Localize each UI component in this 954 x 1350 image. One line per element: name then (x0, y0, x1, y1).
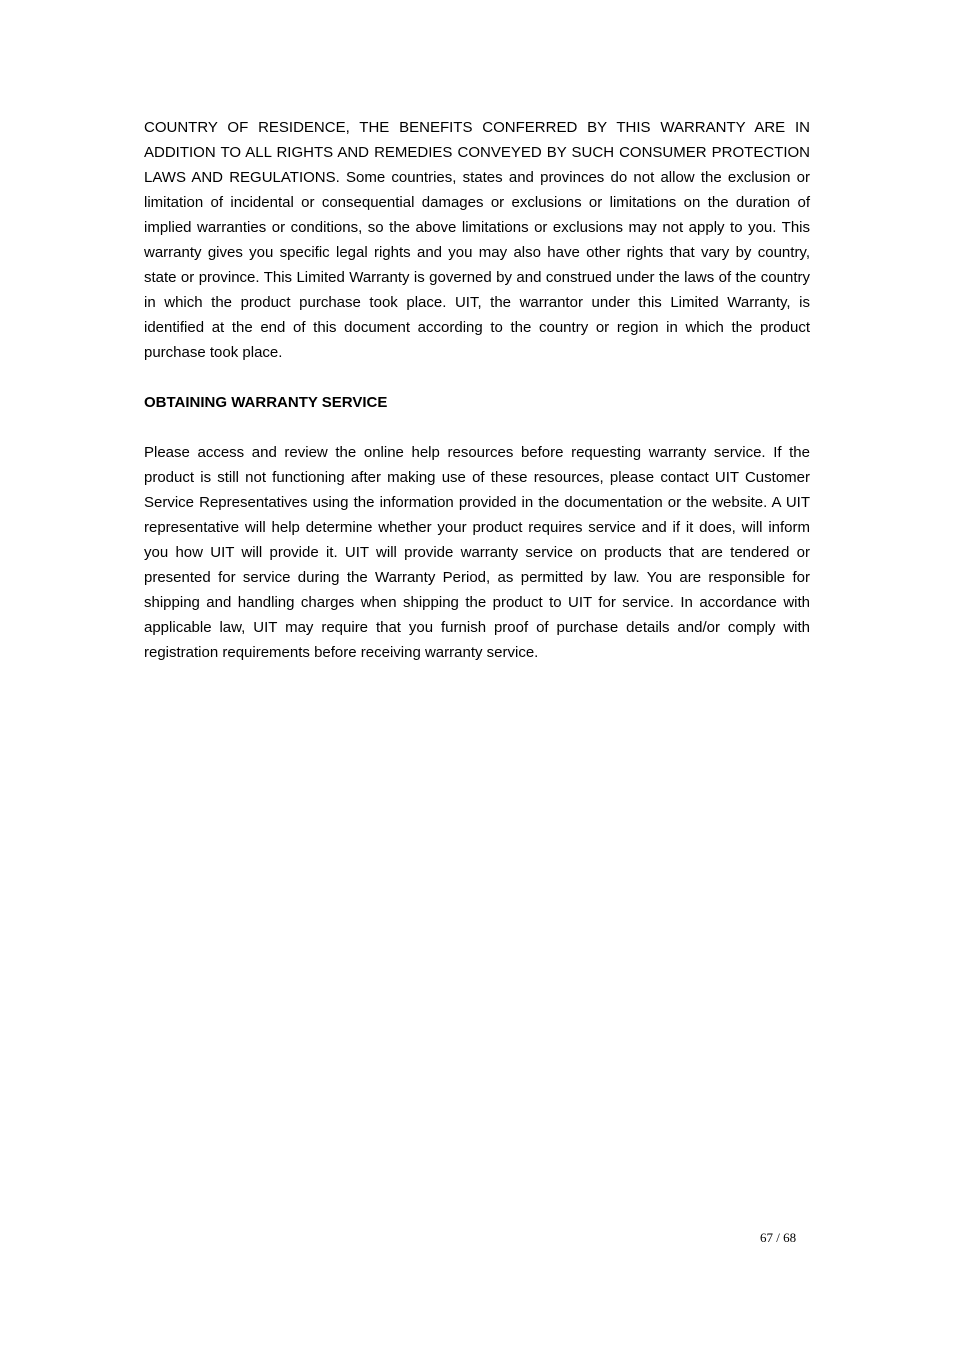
section-heading: OBTAINING WARRANTY SERVICE (144, 394, 388, 411)
service-paragraph: Please access and review the online help resources before requesting warranty service. If the product is still not functioning after making use of these resources, please contact UIT Customer Service Representatives using the information provided in the documentation or the website. A UIT representative will help determine whether your product requires service and if it does, will inform you how UIT will provide it. UIT will provide warranty service on products that are tendered or presented for service during the Warranty Period, as permitted by law. You are responsible for shipping and handling charges when shipping the product to UIT for service. In accordance with applicable law, UIT may require that you furnish proof of purchase details and/or comply with registration requirements before receiving warranty service. (144, 444, 810, 661)
warranty-paragraph: COUNTRY OF RESIDENCE, THE BENEFITS CONFERRED BY THIS WARRANTY ARE IN ADDITION TO ALL RIGHTS AND REMEDIES CONVEYED BY SUCH CONSUMER PROTECTION LAWS AND REGULATIONS. Some countries, states and provinces do not allow the exclusion or limitation of incidental or consequential damages or exclusions or limitations on the duration of implied warranties or conditions, so the above limitations or exclusions may not apply to you. This warranty gives you specific legal rights and you may also have other rights that vary by country, state or province. This Limited Warranty is governed by and construed under the laws of the country in which the product purchase took place. UIT, the warrantor under this Limited Warranty, is identified at the end of this document according to the country or region in which the product purchase took place. (144, 119, 810, 361)
document-body (144, 115, 810, 665)
page-number: 67 / 68 (760, 1230, 797, 1245)
